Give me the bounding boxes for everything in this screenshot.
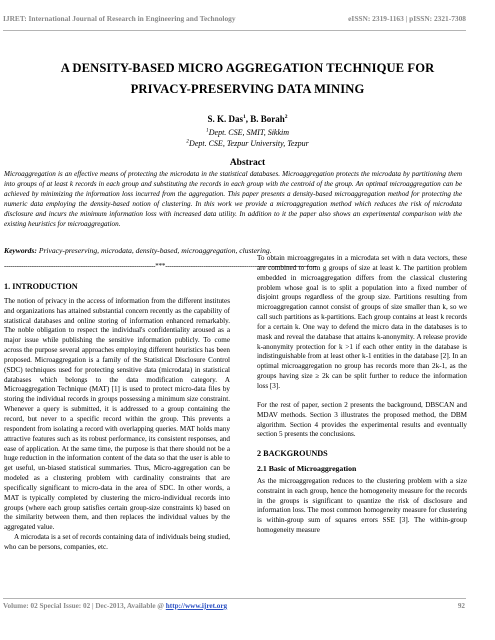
paper-title-line-1: A DENSITY-BASED MICRO AGGREGATION TECHNIQUE FOR: [60, 61, 435, 75]
introduction-paragraph-2: A microdata is a set of records containing data of individuals being studied, who can be persons, companies, etc.: [4, 533, 230, 551]
journal-link[interactable]: http://www.ijret.org: [165, 602, 228, 610]
author-2-sup: 2: [284, 114, 288, 120]
left-column: [4, 282, 230, 562]
introduction-paragraph-1: The notion of privacy in the access of information from the different institutes and organizations has attained substantial concern recently as the capability of statistical databases and online storing of information enhanced remarkably. The noble obligation to respect the individual's confidentiality aroused as a major issue while publishing the sensitive information publicly. To come across the purpose several approaches employing different heuristics has been proposed. Microaggregation is a family of the Statistical Disclosure Control (SDC) techniques used for protecting sensitive data (microdata) in statistical databases which belongs to the data modification category. A Microaggregation Technique (MAT) [1] is used to protect micro-data files by storing the individual records in groups possessing a minimum size constraint. Whenever a query is submitted, it is addressed to a group containing the record, but never to a specific record within the group. This prevents a respondent from isolating a record with overlapping queries. MAT holds many attractive features such as its robust performance, its consistent responses, and ease of application. At the same time, the purpose is that there should not be a huge reduction in the information content of the data so that the user is able to get useful, un-biased statistical summaries. Thus, Micro-aggregation can be modeled as a clustering problem with cardinality constraints that are specifically significant to micro-data in the area of SDC. In other words, a MAT is typically completed by clustering the micro-individual records into groups (where each group satisfies certain group-size constraints k) based on the similarity between them, and then replaces the individual values by the aggregated value.: [4, 296, 230, 532]
right-column: [257, 254, 467, 545]
header-rule: [3, 30, 466, 31]
affiliation-1-sup: 1: [205, 127, 209, 134]
journal-name: IJRET: International Journal of Research in Engineering and Technology: [3, 14, 236, 23]
right-paragraph-1: To obtain microaggregates in a microdata set with n data vectors, these are combined to form g groups of size at least k. The partition problem embedded in microaggregation differs from the classical clustering problem whose goal is to split a population into a fixed number of disjoint groups regardless of the group size. Partitions resulting from microaggregation cannot consist of groups of size smaller than k, so we call such partitions as k-partitions. Each group contains at least k records for a certain k. One way to defend the micro data in the databases is to mask and reveal the database that attains k-anonymity. A release provide k-anonymity protection for k >1 if each other entity in the database is indistinguishable from at least other k-1 entities in the database [2]. In an optimal microaggregation no group has records more than 2k-1, as the groups having size ≥ 2k can be split further to reduce the information loss [3].: [257, 254, 467, 390]
section-separator: -----------------------------------------------------------------------***-----------------------------------------------------------------------: [4, 262, 317, 270]
right-paragraph-2: For the rest of paper, section 2 presents the background, DBSCAN and MDAV methods. Section 3 illustrates the proposed method, the DBM algorithm. Section 4 provides the experimental results and eventually section 5 presents the conclusions.: [257, 400, 467, 439]
affiliation-1: [0, 128, 495, 137]
microaggregation-subheading: 2.1 Basic of Microaggregation: [257, 464, 357, 474]
footer-text: [3, 602, 227, 610]
author-1: S. K. Das: [207, 114, 243, 124]
affiliation-2-sup: 2: [186, 138, 190, 145]
introduction-heading: 1. INTRODUCTION: [4, 282, 78, 291]
right-paragraph-3: As the microaggregation reduces to the clustering problem with a size constraint in each group, hence the homogeneity measure for the records in the groups is significant to quantize the risk of disclosure and information loss. The most common homogeneity measure for clustering is within-group sum of squares errors SSE [3]. The within-group homogeneity measure: [257, 476, 467, 535]
abstract-heading: Abstract: [229, 158, 266, 168]
keywords-text: Privacy-preserving, microdata, density-based, microaggregation, clustering.: [38, 246, 272, 255]
affiliation-2: [0, 139, 495, 148]
footer-prefix: Volume: 02 Special Issue: 02 | Dec-2013, Available @: [3, 602, 166, 610]
author-1-sup: 1: [243, 114, 246, 120]
author-list: S. K. Das$^1$, B. Borah$^2$: [207, 114, 288, 124]
running-header: [0, 14, 495, 28]
page-number: 92: [457, 602, 465, 610]
footer-rule: [3, 598, 466, 599]
keywords-label: Keywords:: [4, 246, 37, 255]
abstract-text: Microaggregation is an effective means of protecting the microdata in the statistical databases. Microaggregation protects the microdata by partitioning them into groups of at least k records in each group and substituting the records in each group with the centroid of the group. An optimal microaggregation can be achieved by minimizing the information loss incurred from the aggregation. This paper presents a density-based microaggregation method for protecting the numeric data employing the density-based notion of clustering. In this work we provide a microaggregation method which reduces the risk of microdata disclosure and incurs the minimum information loss with increased data utility. In addition to it the paper also shows an experimental comparison with the existing heuristics for microaggregation.: [4, 170, 462, 228]
affiliation-2-text: Dept. CSE, Tezpur University, Tezpur: [189, 139, 309, 148]
issn: eISSN: 2319-1163 | pISSN: 2321-7308: [348, 14, 466, 23]
author-2: B. Borah: [250, 114, 285, 124]
paper-title-line-2: PRIVACY-PRESERVING DATA MINING: [130, 82, 365, 96]
affiliation-1-text: Dept. CSE, SMIT, Sikkim: [208, 128, 290, 137]
backgrounds-heading: 2 BACKGROUNDS: [257, 449, 328, 459]
